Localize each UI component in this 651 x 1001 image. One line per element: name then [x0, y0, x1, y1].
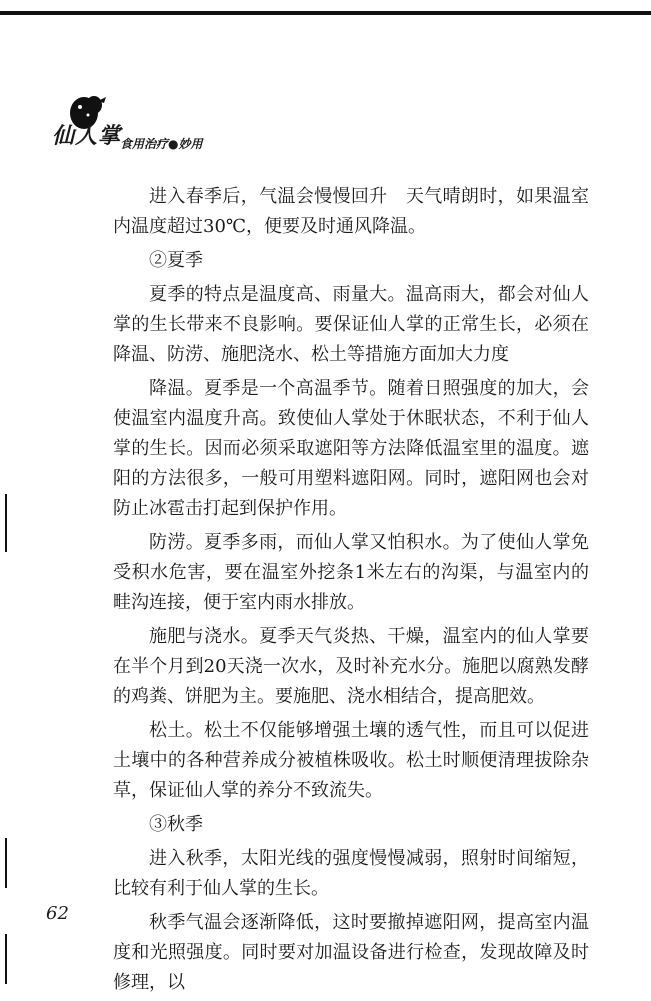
paragraph: 进入春季后，气温会慢慢回升 天气晴朗时，如果温室内温度超过30℃，便要及时通风降温。 [113, 186, 589, 237]
paragraph: 松土。松土不仅能够增强土壤的透气性，而且可以促进土壤中的各种营养成分被植株吸收。松土时顺便清理拔除杂草，保证仙人掌的养分不致流失。 [113, 720, 589, 801]
paragraph: 施肥与浇水。夏季天气炎热、干燥，温室内的仙人掌要在半个月到20天浇一次水，及时补充水分。施肥以腐熟发酵的鸡粪、饼肥为主。要施肥、浇水相结合，提高肥效。 [113, 626, 589, 707]
section-heading-summer: ②夏季 [149, 250, 203, 271]
scan-edge-mark [5, 934, 7, 984]
book-header-logo [52, 93, 232, 163]
paragraph: 夏季的特点是温度高、雨量大。温高雨大，都会对仙人掌的生长带来不良影响。要保证仙人掌的正常生长，必须在降温、防涝、施肥浇水、松土等措施方面加大力度 [113, 284, 589, 365]
top-rule [0, 11, 651, 15]
paragraph: 降温。夏季是一个高温季节。随着日照强度的加大，会使温室内温度升高。致使仙人掌处于休眠状态，不利于仙人掌的生长。因而必须采取遮阳等方法降低温室里的温度。遮阳的方法很多，一般可用塑料遮阳网。同时，遮阳网也会对防止冰雹击打起到保护作用。 [113, 378, 589, 519]
brand-subtitle: 食用治疗●妙用 [120, 137, 203, 151]
scan-edge-mark [5, 838, 7, 888]
scan-edge-mark [5, 494, 7, 552]
paragraph: 秋季气温会逐渐降低，这时要撤掉遮阳网，提高室内温度和光照强度。同时要对加温设备进行检查，发现故障及时修理，以 [113, 912, 589, 993]
section-heading-autumn: ③秋季 [149, 814, 203, 835]
page-number: 62 [46, 903, 69, 924]
paragraph: 进入秋季，太阳光线的强度慢慢减弱，照射时间缩短，比较有利于仙人掌的生长。 [113, 848, 589, 899]
body-text [113, 182, 589, 998]
brand-title: 仙人掌 [52, 123, 122, 149]
paragraph: 防涝。夏季多雨，而仙人掌又怕积水。为了使仙人掌免受积水危害，要在温室外挖条1米左右的沟渠，与温室内的畦沟连接，便于室内雨水排放。 [113, 532, 589, 613]
